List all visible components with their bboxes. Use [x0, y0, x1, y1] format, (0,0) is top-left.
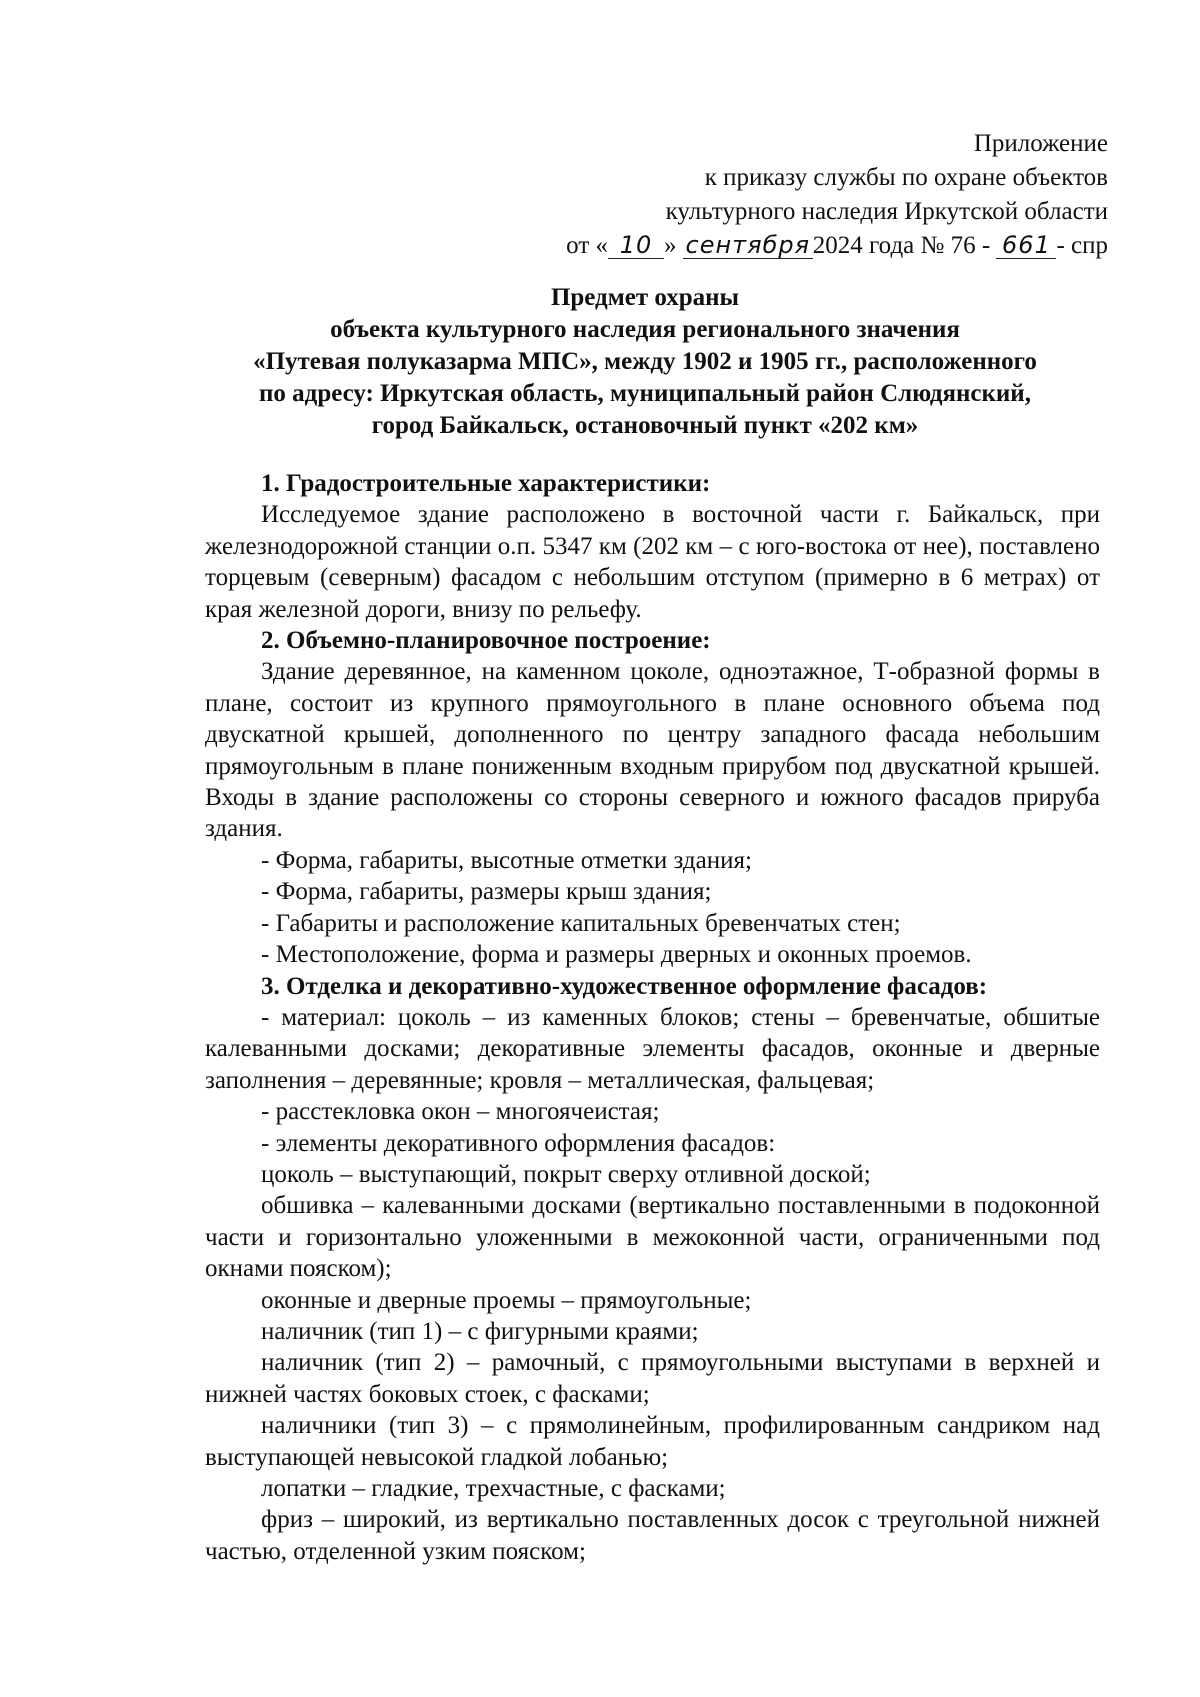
section-paragraph: - Габариты и расположение капитальных бревенчатых стен;	[261, 909, 901, 937]
section-paragraph: наличник (тип 1) – с фигурными краями;	[261, 1317, 699, 1345]
title-line-2: объекта культурного наследия регионального значения	[330, 316, 960, 343]
appendix-order-line: к приказу службы по охране объектов	[704, 164, 1108, 191]
section-paragraph: наличник (тип 2) – рамочный, с прямоугольными выступами в верхней и нижней частях боковых стоек, с фасками;	[205, 1349, 1100, 1408]
appendix-date-line	[566, 229, 1108, 263]
section-paragraph: лопатки – гладкие, трехчастные, с фасками;	[261, 1475, 726, 1502]
date-mid: »	[664, 232, 677, 259]
document-title	[200, 282, 1090, 442]
date-prefix: от «	[566, 232, 609, 259]
section-paragraph: фриз – широкий, из вертикально поставленных досок с треугольной нижней частью, отделенной узким пояском;	[205, 1506, 1100, 1565]
section-paragraph: - элементы декоративного оформления фасадов:	[261, 1129, 776, 1157]
section-paragraph: - расстекловка окон – многоячеистая;	[261, 1098, 660, 1126]
section-paragraph: - материал: цоколь – из каменных блоков; стены – бревенчатые, обшитые калеванными досками; декоративные элементы фасадов, оконные и дверные заполнения – деревянные; кровля – металлическая, фальцевая;	[205, 1003, 1100, 1094]
section-paragraph: - Форма, габариты, размеры крыш здания;	[261, 878, 712, 906]
title-line-3: «Путевая полуказарма МПС», между 1902 и 1905 гг., расположенного	[253, 348, 1037, 375]
section-paragraph: Исследуемое здание расположено в восточной части г. Байкальск, при железнодорожной станции о.п. 5347 км (202 км – с юго-востока от нее), поставлено торцевым (северным) фасадом с небольшим отступом (примерно в 6 метрах) от края железной дороги, внизу по рельефу.	[205, 501, 1100, 623]
document-body	[205, 468, 1100, 1567]
title-line-1: Предмет охраны	[550, 284, 740, 311]
appendix-service-line: культурного наследия Иркутской области	[665, 198, 1108, 225]
section-paragraph: наличники (тип 3) – с прямолинейным, профилированным сандриком над выступающей невысокой гладкой лобанью;	[205, 1412, 1100, 1471]
section-heading: 1. Градостроительные характеристики:	[261, 470, 711, 497]
appendix-title: Приложение	[973, 130, 1108, 157]
order-suffix: - спр	[1056, 232, 1108, 259]
handwritten-order-number: 661	[996, 232, 1056, 259]
year-and-number-prefix: 2024 года № 76 -	[812, 232, 991, 259]
handwritten-day: 10	[608, 232, 664, 259]
section-paragraph: - Местоположение, форма и размеры дверных и оконных проемов.	[261, 941, 972, 969]
handwritten-month: сентября	[683, 232, 813, 259]
section-heading: 3. Отделка и декоративно-художественное оформление фасадов:	[261, 972, 988, 1000]
section-paragraph: - Форма, габариты, высотные отметки здания;	[261, 846, 752, 874]
section-paragraph: цоколь – выступающий, покрыт сверху отливной доской;	[261, 1160, 871, 1188]
title-line-5: город Байкальск, остановочный пункт «202 км»	[371, 412, 919, 439]
appendix-block	[566, 127, 1108, 263]
section-paragraph: Здание деревянное, на каменном цоколе, одноэтажное, Т-образной формы в плане, состоит из крупного прямоугольного в плане основного объема под двускатной крышей, дополненного по центру западного фасада небольшим прямоугольным в плане пониженным входным прирубом под двускатной крышей. Входы в здание расположены со стороны северного и южного фасадов прируба здания.	[205, 658, 1100, 843]
section-paragraph: оконные и дверные проемы – прямоугольные;	[261, 1286, 752, 1314]
title-line-4: по адресу: Иркутская область, муниципальный район Слюдянский,	[259, 380, 1031, 407]
section-paragraph: обшивка – калеванными досками (вертикально поставленными в подоконной части и горизонтально уложенными в межоконной части, ограниченными под окнами пояском);	[205, 1192, 1100, 1283]
section-heading: 2. Объемно-планировочное построение:	[261, 627, 711, 655]
